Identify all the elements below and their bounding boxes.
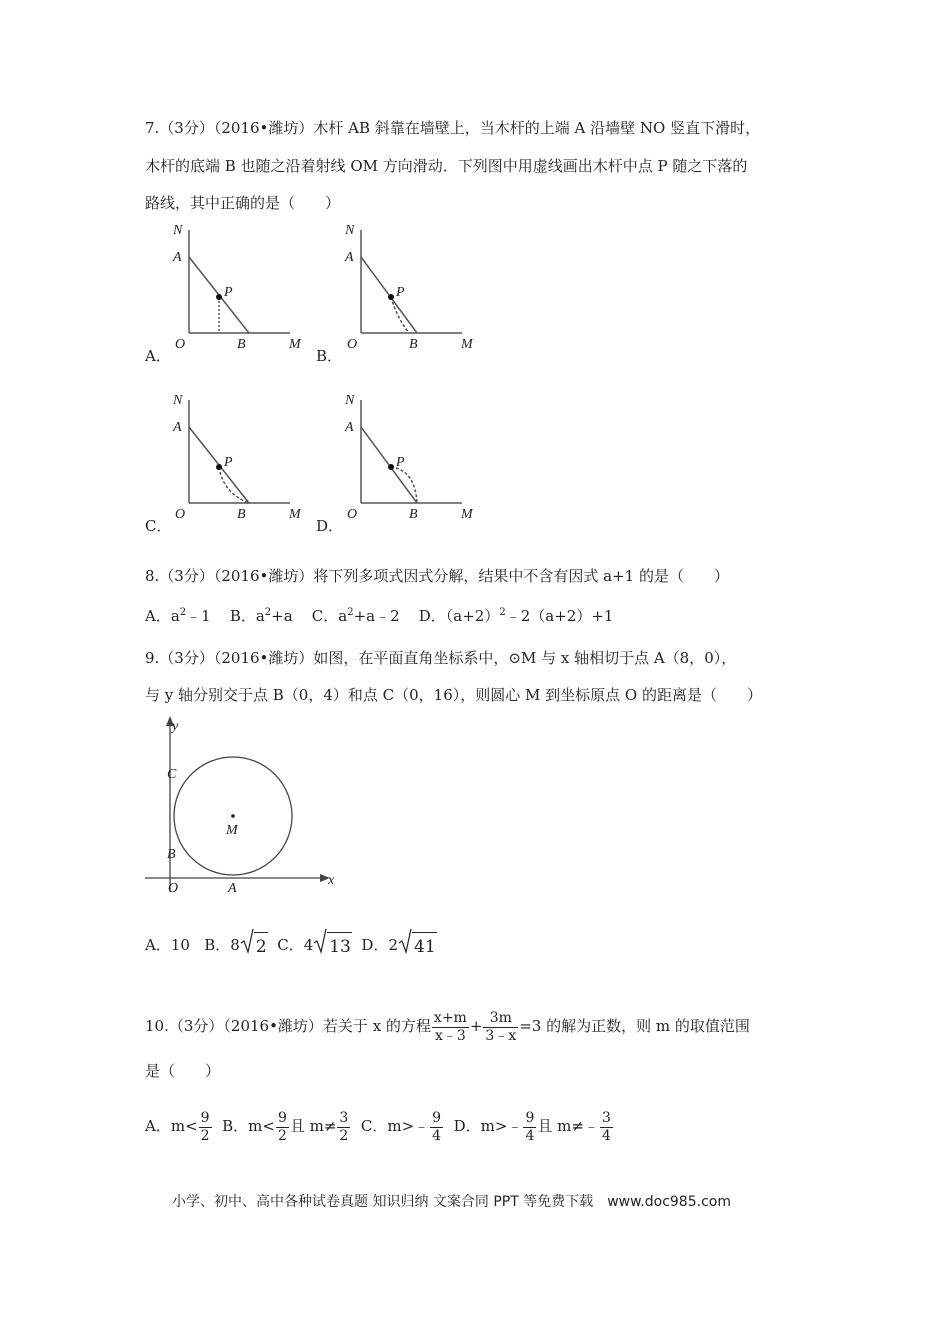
label-p: P: [224, 285, 233, 300]
label-c: C: [167, 767, 177, 782]
q10-option-d: D．m>﹣ $\frac{9}{4}$ 且 m≠﹣ $\frac{3}{4}$: [453, 1109, 611, 1144]
q8-option-d: D．$(a+2)^2﹣2(a+2)+1$: [418, 607, 614, 625]
q8-option-b: B．$a^2+a$: [229, 607, 293, 625]
q8-text-line1: 8.（3分）（2016•潍坊）将下列多项式因式分解，结果中不含有因式 a+1 的是（ ）: [145, 567, 729, 585]
q9-text-line2: 与 y 轴分别交于点 B（0，4）和点 C（0，16），则圆心 M 到坐标原点 O 的距离是（ ）: [145, 686, 762, 704]
q10-text-line1: 10.（3分）（2016•潍坊）若关于 x 的方程 $\frac{x+m}{x﹣3}$ + $\frac{3m}{3﹣x}$ =3 的解为正数，则 m 的取值范围: [145, 1009, 750, 1044]
q10-option-a: A．m< $\frac{9}{2}$: [145, 1109, 210, 1144]
label-o: O: [168, 881, 179, 896]
q9-text-line1: 9.（3分）（2016•潍坊）如图，在平面直角坐标系中，⊙M 与 x 轴相切于点 A（8，0），: [145, 649, 737, 667]
label-a: A: [345, 420, 354, 435]
q7-figure-b: [337, 220, 487, 364]
q9-option-a: A．10: [145, 936, 190, 954]
q9-figure: [140, 712, 350, 906]
q9-option-b: B．8 2: [204, 936, 267, 954]
label-p: P: [224, 455, 233, 470]
label-n: N: [345, 223, 355, 238]
label-n: N: [173, 393, 183, 408]
q7-option-d-label: D．: [316, 517, 344, 535]
label-a: A: [345, 250, 354, 265]
q10-text-line2: 是（ ）: [145, 1062, 221, 1080]
q7-figure-a: [165, 220, 315, 364]
label-a: A: [173, 420, 182, 435]
q10-options: [145, 1108, 614, 1145]
q9-options: [145, 932, 437, 960]
label-y: y: [172, 719, 179, 734]
label-b: B: [409, 507, 418, 522]
label-p: P: [396, 455, 405, 470]
label-m: M: [226, 823, 238, 838]
label-o: O: [175, 507, 186, 522]
label-b: B: [237, 337, 246, 352]
q7-option-c-label: C．: [145, 517, 172, 535]
q7-figure-c: [165, 390, 315, 534]
label-n: N: [173, 223, 183, 238]
q8-option-c: C．$a^2+a﹣2$: [311, 607, 400, 625]
label-m: M: [461, 507, 473, 522]
label-o: O: [175, 337, 186, 352]
label-b: B: [409, 337, 418, 352]
label-b: B: [237, 507, 246, 522]
q7-option-a-label: A．: [145, 347, 171, 365]
q9-option-d: D．2 41: [361, 936, 436, 954]
label-o: O: [347, 507, 358, 522]
q7-text-line3: 路线，其中正确的是（ ）: [145, 194, 341, 212]
q10-option-b: B．m< $\frac{9}{2}$ 且 m≠ $\frac{3}{2}$: [222, 1109, 349, 1144]
q8-option-a: A．$a^2﹣1$: [145, 607, 211, 625]
label-a: A: [173, 250, 182, 265]
q7-option-b-label: B．: [316, 347, 343, 365]
label-n: N: [345, 393, 355, 408]
q7-text-line2: 木杆的底端 B 也随之沿着射线 OM 方向滑动．下列图中用虚线画出木杆中点 P 随之下落的: [145, 157, 748, 175]
footer-text: 小学、初中、高中各种试卷真题 知识归纳 文案合同 PPT 等免费下载 www.doc985.com: [172, 1194, 731, 1210]
label-p: P: [396, 285, 405, 300]
label-m: M: [289, 337, 301, 352]
label-m: M: [461, 337, 473, 352]
q9-option-c: C．4 13: [277, 936, 352, 954]
q8-options: [145, 603, 613, 626]
label-m: M: [289, 507, 301, 522]
label-x: x: [328, 873, 335, 888]
label-o: O: [347, 337, 358, 352]
q10-option-c: C．m>﹣ $\frac{9}{4}$: [360, 1109, 442, 1144]
q7-text-line1: 7.（3分）（2016•潍坊）木杆 AB 斜靠在墙壁上，当木杆的上端 A 沿墙壁 NO 竖直下滑时，: [145, 119, 761, 137]
q10-fraction-2: $\frac{3m}{3﹣x}$: [485, 1009, 517, 1044]
label-a: A: [228, 881, 237, 896]
label-b: B: [167, 847, 176, 862]
q10-fraction-1: $\frac{x+m}{x﹣3}$: [433, 1009, 467, 1044]
q7-figure-d: [337, 390, 487, 534]
